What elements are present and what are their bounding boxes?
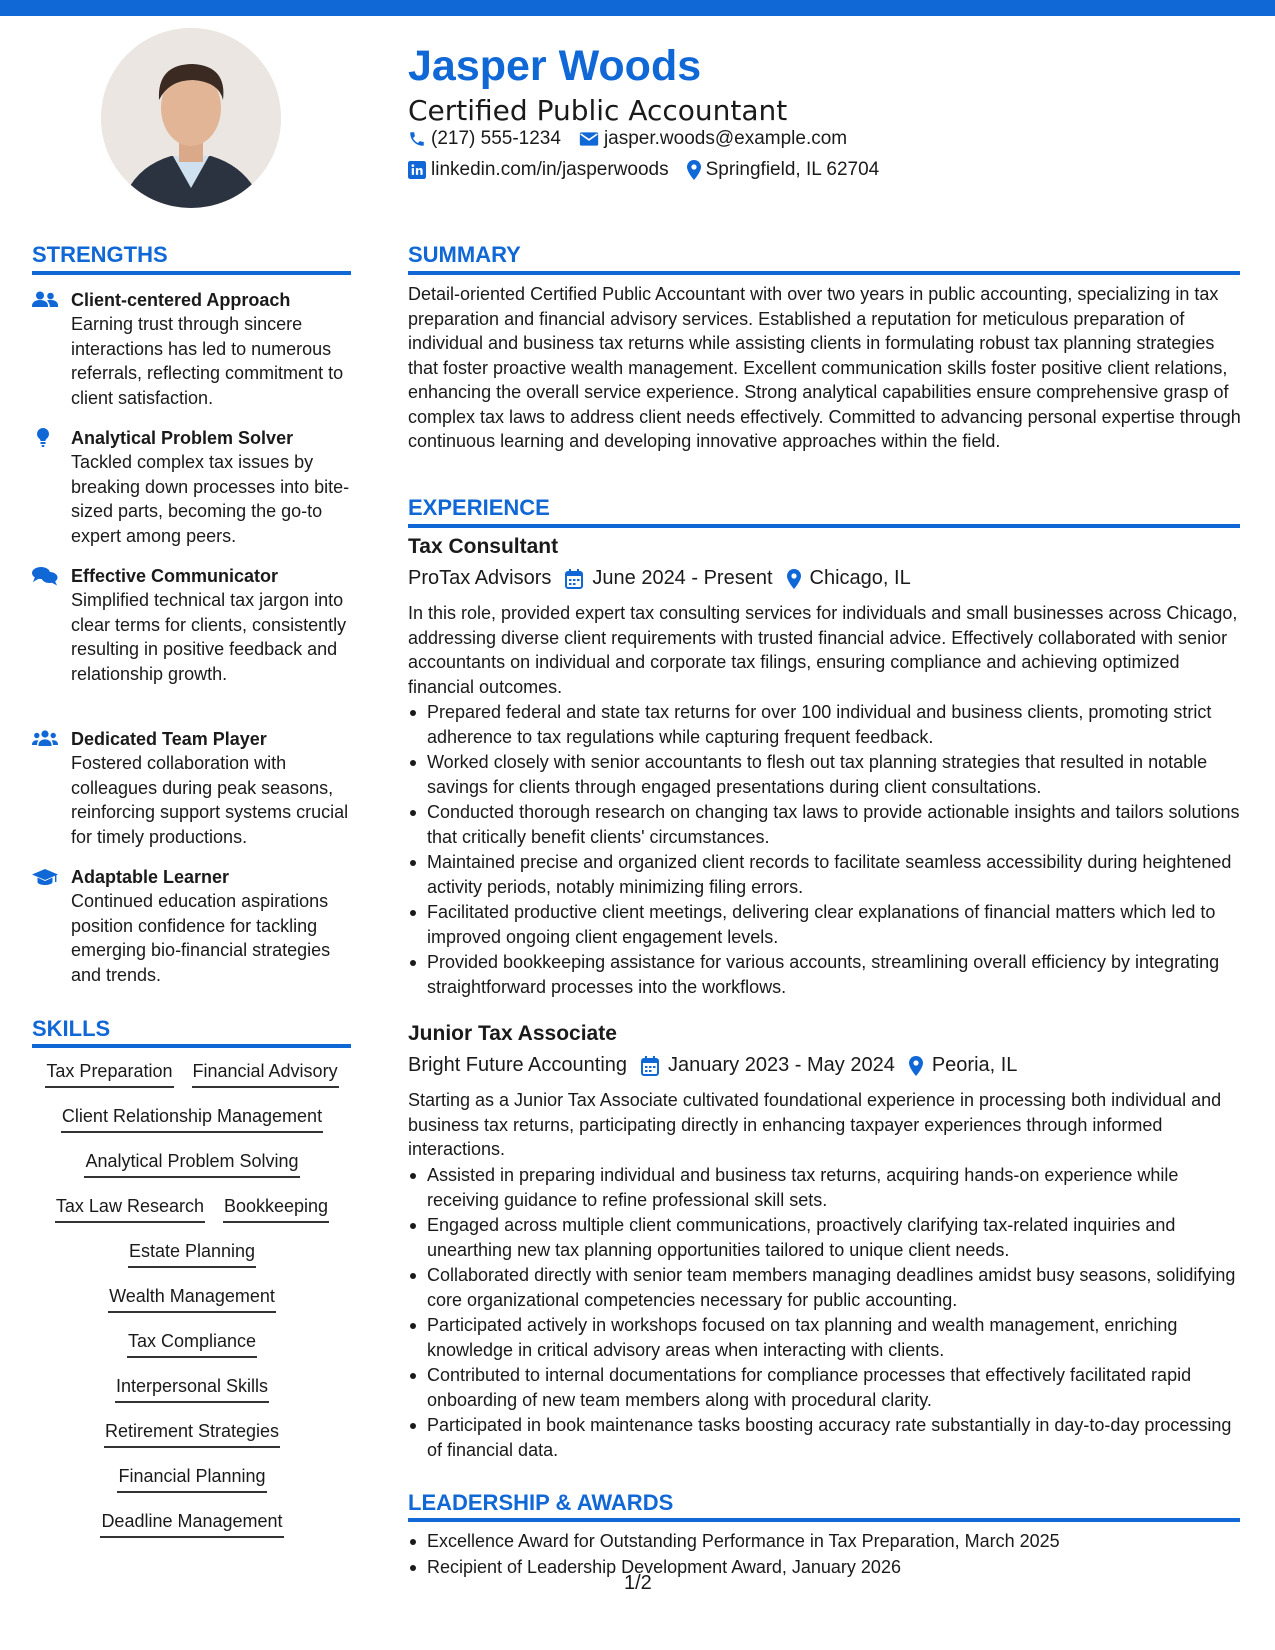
experience-heading: EXPERIENCE: [408, 495, 550, 520]
job-bullet: Contributed to internal documentations for compliance processes that effectively facilitated rapid onboarding of new team members along with procedural clarity.: [408, 1363, 1243, 1412]
job-bullet: Maintained precise and organized client records to facilitate seamless accessibility during heightened activity periods, notably minimizing filing errors.: [408, 850, 1243, 899]
strengths-heading: STRENGTHS: [32, 242, 168, 267]
contact-row-2: [408, 159, 897, 181]
envelope-icon: [579, 131, 599, 147]
job-company: Bright Future Accounting: [408, 1054, 628, 1076]
top-accent-bar: [0, 0, 1275, 16]
job-location: Peoria, IL: [931, 1054, 1018, 1076]
phone-icon: [408, 130, 426, 148]
job-bullet: Participated in book maintenance tasks boosting accuracy rate substantially in day-to-day processing of financial data.: [408, 1413, 1243, 1462]
contact-row-1: [408, 128, 865, 150]
summary-text: Detail-oriented Certified Public Accountant with over two years in public accounting, specializing in tax preparation and financial advisory services. Established a reputation for meticulous preparation of individual and business tax returns while assisting clients in formulating robust tax planning strategies that foster proactive wealth management. Excellent communication skills foster positive client relations, enhancing the overall service experience. Strong analytical capabilities ensure comprehensive grasp of complex tax laws to address client needs effectively. Committed to advancing personal expertise through continuous learning and developing innovative approaches within the field.: [408, 284, 1241, 451]
skill-tag: Wealth Management: [108, 1283, 276, 1313]
skill-tag: Financial Planning: [117, 1463, 266, 1493]
summary-heading: SUMMARY: [408, 242, 521, 267]
job-role: Tax Consultant: [408, 535, 559, 558]
strength-title: Client-centered Approach: [71, 290, 291, 310]
strength-title: Adaptable Learner: [71, 867, 230, 887]
location-contact: [687, 159, 880, 181]
job-location: Chicago, IL: [809, 567, 911, 589]
skill-tag: Tax Compliance: [127, 1328, 257, 1358]
strength-desc: Continued education aspirations position confidence for tackling emerging bio-financial strategies and trends.: [71, 891, 331, 985]
job-meta: [408, 567, 911, 590]
job-meta: [408, 1054, 1017, 1077]
job-bullets: [408, 1163, 1243, 1463]
map-pin-icon: [687, 160, 701, 180]
skill-tag: Retirement Strategies: [104, 1418, 280, 1448]
calendar-icon: [565, 569, 583, 589]
strength-item: [32, 426, 352, 548]
calendar-icon: [641, 1056, 659, 1076]
skills-list: [32, 1058, 352, 1553]
experience-rule: [408, 524, 1240, 528]
job-bullet: Collaborated directly with senior team members managing deadlines amidst busy seasons, solidifying core organizational competencies necessary for public accounting.: [408, 1263, 1243, 1312]
strength-desc: Earning trust through sincere interactions has led to numerous referrals, reflecting commitment to client satisfaction.: [71, 314, 344, 408]
skill-tag: Tax Law Research: [55, 1193, 205, 1223]
profile-photo: [101, 28, 281, 208]
comments-icon: [32, 566, 58, 586]
strength-title: Analytical Problem Solver: [71, 428, 294, 448]
job-bullet: Engaged across multiple client communications, proactively clarifying tax-related inquiries and unearthing new tax planning opportunities tailored to unique client needs.: [408, 1213, 1243, 1262]
candidate-title: Certified Public Accountant: [408, 94, 788, 127]
strength-title: Dedicated Team Player: [71, 729, 267, 749]
job-bullet: Conducted thorough research on changing tax laws to provide actionable insights and tailors solutions that critically benefit clients' circumstances.: [408, 800, 1243, 849]
team-icon: [32, 729, 58, 749]
email-text: jasper.woods@example.com: [603, 128, 848, 149]
strength-item: [32, 727, 352, 849]
strength-desc: Fostered collaboration with colleagues during peak seasons, reinforcing support systems crucial for timely productions.: [71, 753, 349, 847]
job-bullet: Participated actively in workshops focused on tax planning and wealth management, enriching knowledge in critical advisory areas when interacting with clients.: [408, 1313, 1243, 1362]
skill-tag: Deadline Management: [100, 1508, 283, 1538]
location-text: Springfield, IL 62704: [705, 159, 880, 180]
skill-tag: Bookkeeping: [223, 1193, 329, 1223]
phone-contact: [408, 128, 561, 150]
lightbulb-icon: [32, 428, 58, 448]
job-description: Starting as a Junior Tax Associate cultivated foundational experience in processing both individual and business tax returns, participating directly in enhancing taxpayer experiences through informed interactions.: [408, 1090, 1222, 1159]
awards-rule: [408, 1518, 1240, 1522]
email-contact[interactable]: [579, 128, 847, 150]
award-item: Recipient of Leadership Development Award, January 2026: [408, 1555, 1243, 1580]
page-number: 1/2: [624, 1572, 652, 1594]
skill-tag: Financial Advisory: [192, 1058, 339, 1088]
job-bullet: Assisted in preparing individual and business tax returns, acquiring hands-on experience while receiving guidance to refine professional skill sets.: [408, 1163, 1243, 1212]
skill-tag: Tax Preparation: [45, 1058, 173, 1088]
linkedin-text: linkedin.com/in/jasperwoods: [431, 159, 669, 180]
job-role: Junior Tax Associate: [408, 1022, 617, 1045]
users-icon: [32, 290, 58, 310]
awards-heading: LEADERSHIP & AWARDS: [408, 1490, 674, 1515]
graduation-cap-icon: [32, 867, 58, 887]
skills-heading: SKILLS: [32, 1016, 111, 1041]
job-description: In this role, provided expert tax consulting services for individuals and small businesses across Chicago, addressing diverse client requirements with trusted financial advice. Effectively collaborated with senior accountants on individual and corporate tax filings, ensuring compliance and achieving optimized financial outcomes.: [408, 603, 1238, 697]
strength-item: [32, 865, 352, 987]
job-bullet: Provided bookkeeping assistance for various accounts, streamlining overall efficiency by integrating straightforward processes into the workflows.: [408, 950, 1243, 999]
linkedin-contact[interactable]: [408, 159, 669, 181]
strength-item: [32, 564, 352, 686]
strength-title: Effective Communicator: [71, 566, 279, 586]
map-pin-icon: [787, 569, 801, 589]
job-bullet: Facilitated productive client meetings, delivering clear explanations of financial matters which led to improved ongoing client engagement levels.: [408, 900, 1243, 949]
awards-list: [408, 1529, 1243, 1580]
strengths-rule: [32, 271, 351, 275]
award-item: Excellence Award for Outstanding Performance in Tax Preparation, March 2025: [408, 1529, 1243, 1554]
skills-rule: [32, 1044, 351, 1048]
phone-text: (217) 555-1234: [431, 128, 561, 149]
skill-tag: Client Relationship Management: [61, 1103, 323, 1133]
skill-tag: Analytical Problem Solving: [84, 1148, 299, 1178]
job-bullet: Worked closely with senior accountants to flesh out tax planning strategies that resulted in notable savings for clients through engaged presentations during client consultations.: [408, 750, 1243, 799]
candidate-name: Jasper Woods: [408, 42, 702, 90]
job-bullets: [408, 700, 1243, 1000]
strength-desc: Simplified technical tax jargon into clear terms for clients, consistently resulting in positive feedback and relationship growth.: [71, 590, 347, 684]
job-bullet: Prepared federal and state tax returns for over 100 individual and business clients, promoting strict adherence to tax regulations while capturing frequent feedback.: [408, 700, 1243, 749]
skill-tag: Estate Planning: [128, 1238, 256, 1268]
job-dates: January 2023 - May 2024: [668, 1054, 895, 1076]
job-company: ProTax Advisors: [408, 567, 552, 589]
linkedin-icon: [408, 161, 426, 179]
strength-item: [32, 288, 352, 410]
map-pin-icon: [909, 1056, 923, 1076]
summary-rule: [408, 271, 1240, 275]
job-dates: June 2024 - Present: [592, 567, 773, 589]
strength-desc: Tackled complex tax issues by breaking down processes into bite-sized parts, becoming the go-to expert among peers.: [71, 452, 350, 546]
skill-tag: Interpersonal Skills: [115, 1373, 269, 1403]
